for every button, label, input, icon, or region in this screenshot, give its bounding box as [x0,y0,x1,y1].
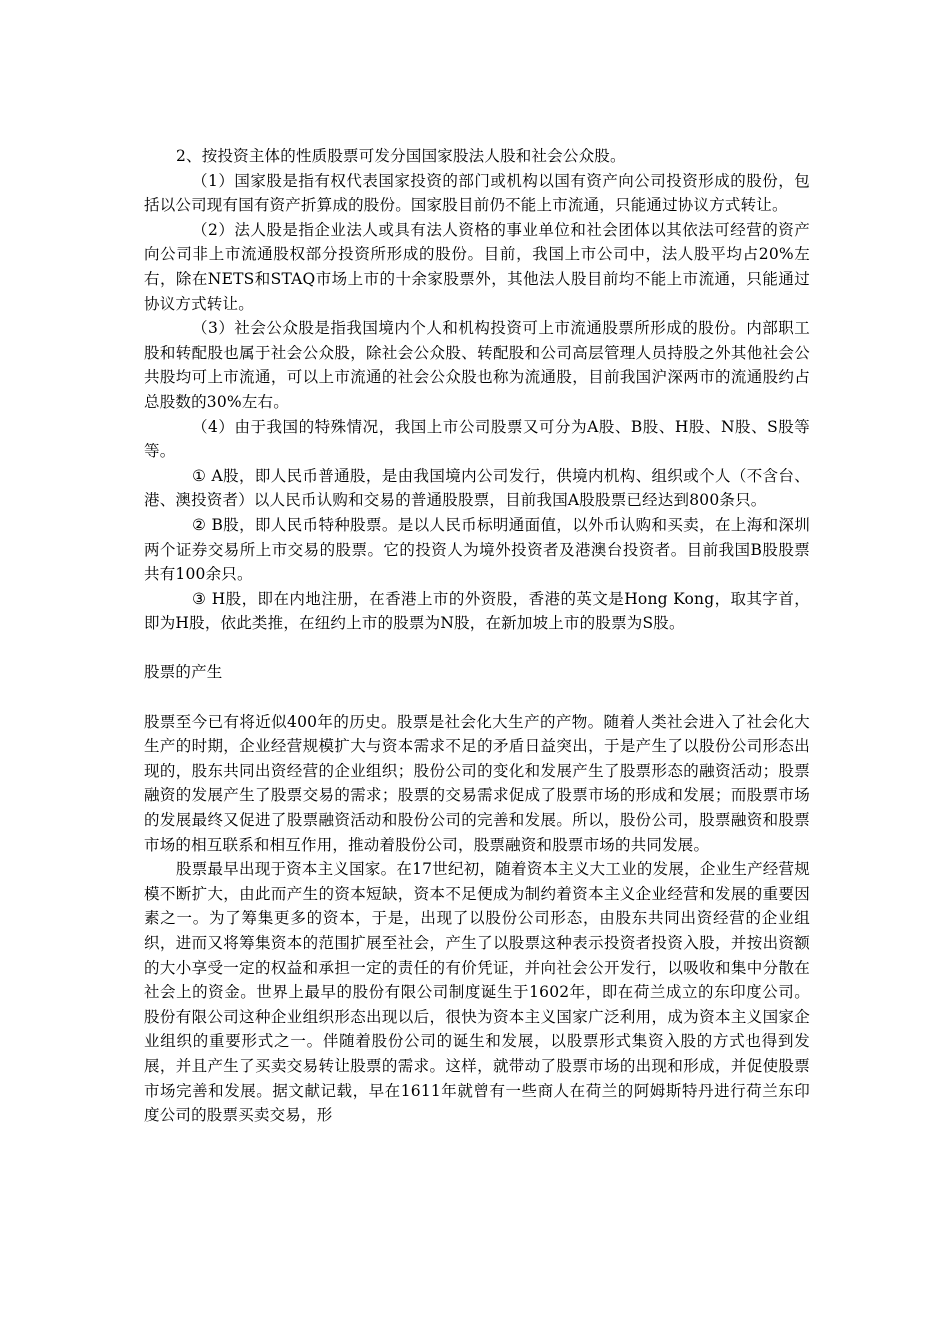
spacer [144,636,810,661]
paragraph-special-shares: （4）由于我国的特殊情况，我国上市公司股票又可分为A股、B股、H股、N股、S股等等。 [144,417,810,461]
paragraph-a-shares: ① A股，即人民币普通股，是由我国境内公司发行，供境内机构、组织或个人（不含台、港、澳投资者）以人民币认购和交易的普通股股票，目前我国A股股票已经达到800条只。 [144,466,810,510]
paragraph-share-types-intro: 2、按投资主体的性质股票可发分国国家股法人股和社会公众股。 [176,147,626,165]
section-heading: 股票的产生 [144,663,223,682]
paragraph-h-shares: ③ H股，即在内地注册，在香港上市的外资股，香港的英文是Hong Kong，取其字首，即为H股，依此类推，在纽约上市的股票为N股，在新加坡上市的股票为S股。 [144,589,810,633]
paragraph-state-shares: （1）国家股是指有权代表国家投资的部门或机构以国有资产向公司投资形成的股份，包括以公司现有国有资产折算成的股份。国家股目前仍不能上市流通，只能通过协议方式转让。 [144,171,810,215]
paragraph-public-shares: （3）社会公众股是指我国境内个人和机构投资可上市流通股票所形成的股份。内部职工股和转配股也属于社会公众股，除社会公众股、转配股和公司高层管理人员持股之外其他社会公共股均可上市流通，可以上市流通的社会公众股也称为流通股，目前我国沪深两市的流通股约占总股数的30%左右。 [144,319,810,411]
paragraph-b-shares: ② B股，即人民币特种股票。是以人民币标明通面值，以外币认购和买卖，在上海和深圳两个证券交易所上市交易的股票。它的投资人为境外投资者及港澳台投资者。目前我国B股股票共有100余只。 [144,515,810,584]
spacer [144,685,810,710]
paragraph-stock-origin: 股票最早出现于资本主义国家。在17世纪初，随着资本主义大工业的发展，企业生产经营规模不断扩大，由此而产生的资本短缺，资本不足便成为制约着资本主义企业经营和发展的重要因素之一。为了筹集更多的资本，于是，出现了以股份公司形态，由股东共同出资经营的企业组织，进而又将筹集资本的范围扩展至社会，产生了以股票这种表示投资者投资入股，并按出资额的大小享受一定的权益和承担一定的责任的有价凭证，并向社会公开发行，以吸收和集中分散在社会上的资金。世界上最早的股份有限公司制度诞生于1602年，即在荷兰成立的东印度公司。股份有限公司这种企业组织形态出现以后，很快为资本主义国家广泛利用，成为资本主义国家企业组织的重要形式之一。伴随着股份公司的诞生和发展，以股票形式集资入股的方式也得到发展，并且产生了买卖交易转让股票的需求。这样，就带动了股票市场的出现和形成，并促使股票市场完善和发展。据文献记载，早在1611年就曾有一些商人在荷兰的阿姆斯特丹进行荷兰东印度公司的股票买卖交易，形 [144,860,810,1125]
paragraph-stock-history: 股票至今已有将近似400年的历史。股票是社会化大生产的产物。随着人类社会进入了社会化大生产的时期，企业经营规模扩大与资本需求不足的矛盾日益突出，于是产生了以股份公司形态出现的，股东共同出资经营的企业组织；股份公司的变化和发展产生了股票形态的融资活动；股票融资的发展产生了股票交易的需求；股票的交易需求促成了股票市场的形成和发展；而股票市场的发展最终又促进了股票融资活动和股份公司的完善和发展。所以，股份公司，股票融资和股票市场的相互联系和相互作用，推动着股份公司，股票融资和股票市场的共同发展。 [144,712,810,854]
paragraph-legal-person-shares: （2）法人股是指企业法人或具有法人资格的事业单位和社会团体以其依法可经营的资产向公司非上市流通股权部分投资所形成的股份。目前，我国上市公司中，法人股平均占20%左右，除在NETS和STAQ市场上市的十余家股票外，其他法人股目前均不能上市流通，只能通过协议方式转让。 [144,220,810,313]
document-body [144,144,810,1128]
